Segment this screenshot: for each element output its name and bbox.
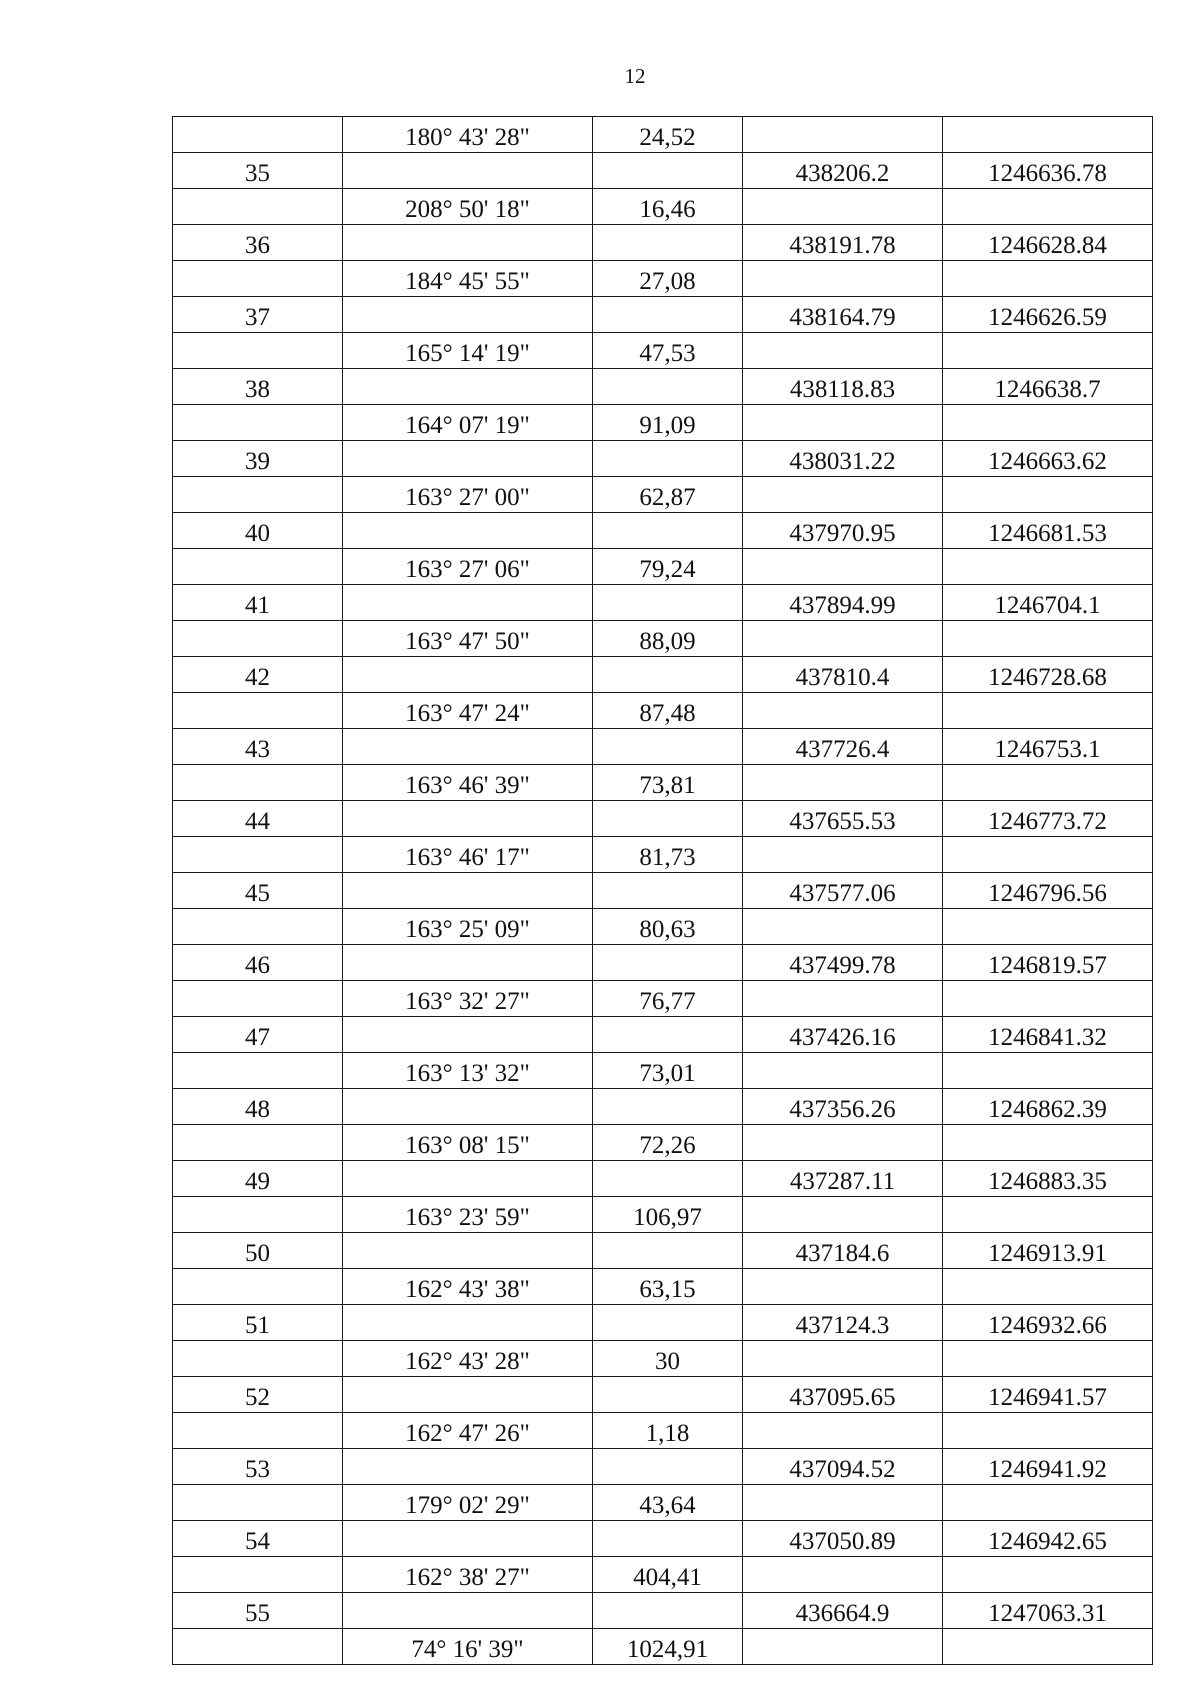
direction-angle-cell (343, 801, 593, 837)
distance-cell: 404,41 (593, 1557, 743, 1593)
y-coordinate-cell (943, 1629, 1153, 1665)
direction-angle-cell: 162° 47' 26" (343, 1413, 593, 1449)
x-coordinate-cell: 438118.83 (743, 369, 943, 405)
distance-cell (593, 801, 743, 837)
x-coordinate-cell: 437499.78 (743, 945, 943, 981)
direction-angle-cell: 163° 46' 17" (343, 837, 593, 873)
direction-angle-cell (343, 1017, 593, 1053)
direction-angle-cell: 162° 38' 27" (343, 1557, 593, 1593)
coordinates-table-body (173, 117, 1153, 1665)
x-coordinate-cell: 436664.9 (743, 1593, 943, 1629)
direction-angle-cell: 208° 50' 18" (343, 189, 593, 225)
point-row (173, 225, 1153, 261)
y-coordinate-cell: 1246862.39 (943, 1089, 1153, 1125)
y-coordinate-cell (943, 1269, 1153, 1305)
distance-cell: 24,52 (593, 117, 743, 153)
point-row (173, 585, 1153, 621)
y-coordinate-cell (943, 1125, 1153, 1161)
y-coordinate-cell (943, 981, 1153, 1017)
y-coordinate-cell (943, 693, 1153, 729)
point-number-cell: 51 (173, 1305, 343, 1341)
direction-angle-cell: 163° 47' 50" (343, 621, 593, 657)
point-number-cell (173, 477, 343, 513)
point-number-cell: 37 (173, 297, 343, 333)
distance-cell: 72,26 (593, 1125, 743, 1161)
x-coordinate-cell: 437894.99 (743, 585, 943, 621)
direction-angle-cell (343, 1377, 593, 1413)
point-number-cell (173, 1413, 343, 1449)
direction-angle-cell (343, 873, 593, 909)
x-coordinate-cell: 438031.22 (743, 441, 943, 477)
y-coordinate-cell (943, 765, 1153, 801)
point-row (173, 1305, 1153, 1341)
direction-angle-cell: 184° 45' 55" (343, 261, 593, 297)
point-number-cell (173, 1557, 343, 1593)
x-coordinate-cell (743, 477, 943, 513)
y-coordinate-cell (943, 477, 1153, 513)
coordinates-table (172, 116, 1153, 1665)
direction-angle-cell: 179° 02' 29" (343, 1485, 593, 1521)
y-coordinate-cell: 1246941.92 (943, 1449, 1153, 1485)
x-coordinate-cell: 437095.65 (743, 1377, 943, 1413)
y-coordinate-cell (943, 1485, 1153, 1521)
segment-row (173, 1629, 1153, 1665)
x-coordinate-cell (743, 1197, 943, 1233)
distance-cell: 88,09 (593, 621, 743, 657)
point-number-cell (173, 981, 343, 1017)
point-number-cell (173, 261, 343, 297)
point-number-cell (173, 765, 343, 801)
distance-cell (593, 441, 743, 477)
y-coordinate-cell: 1246728.68 (943, 657, 1153, 693)
y-coordinate-cell: 1246753.1 (943, 729, 1153, 765)
x-coordinate-cell (743, 1485, 943, 1521)
segment-row (173, 693, 1153, 729)
direction-angle-cell (343, 513, 593, 549)
point-number-cell: 52 (173, 1377, 343, 1413)
point-number-cell (173, 1053, 343, 1089)
distance-cell (593, 1521, 743, 1557)
segment-row (173, 261, 1153, 297)
point-number-cell (173, 405, 343, 441)
y-coordinate-cell: 1246663.62 (943, 441, 1153, 477)
point-row (173, 801, 1153, 837)
y-coordinate-cell: 1246704.1 (943, 585, 1153, 621)
segment-row (173, 909, 1153, 945)
point-number-cell: 39 (173, 441, 343, 477)
distance-cell (593, 1017, 743, 1053)
segment-row (173, 117, 1153, 153)
y-coordinate-cell (943, 189, 1153, 225)
x-coordinate-cell (743, 693, 943, 729)
y-coordinate-cell: 1246796.56 (943, 873, 1153, 909)
x-coordinate-cell (743, 1557, 943, 1593)
point-number-cell: 42 (173, 657, 343, 693)
y-coordinate-cell (943, 837, 1153, 873)
point-number-cell (173, 621, 343, 657)
point-row (173, 441, 1153, 477)
direction-angle-cell: 74° 16' 39" (343, 1629, 593, 1665)
x-coordinate-cell: 438164.79 (743, 297, 943, 333)
point-number-cell: 45 (173, 873, 343, 909)
direction-angle-cell: 180° 43' 28" (343, 117, 593, 153)
point-number-cell: 53 (173, 1449, 343, 1485)
point-number-cell (173, 909, 343, 945)
y-coordinate-cell: 1246913.91 (943, 1233, 1153, 1269)
direction-angle-cell (343, 369, 593, 405)
point-row (173, 873, 1153, 909)
distance-cell (593, 1161, 743, 1197)
direction-angle-cell (343, 1089, 593, 1125)
distance-cell: 27,08 (593, 261, 743, 297)
distance-cell: 47,53 (593, 333, 743, 369)
distance-cell (593, 153, 743, 189)
direction-angle-cell: 163° 13' 32" (343, 1053, 593, 1089)
x-coordinate-cell: 437577.06 (743, 873, 943, 909)
point-number-cell: 49 (173, 1161, 343, 1197)
x-coordinate-cell (743, 117, 943, 153)
point-row (173, 1089, 1153, 1125)
distance-cell (593, 297, 743, 333)
direction-angle-cell (343, 1305, 593, 1341)
x-coordinate-cell (743, 1629, 943, 1665)
x-coordinate-cell (743, 909, 943, 945)
direction-angle-cell: 162° 43' 28" (343, 1341, 593, 1377)
point-number-cell (173, 117, 343, 153)
segment-row (173, 1485, 1153, 1521)
x-coordinate-cell: 437050.89 (743, 1521, 943, 1557)
x-coordinate-cell (743, 333, 943, 369)
y-coordinate-cell (943, 1413, 1153, 1449)
distance-cell: 43,64 (593, 1485, 743, 1521)
y-coordinate-cell: 1246638.7 (943, 369, 1153, 405)
distance-cell (593, 729, 743, 765)
distance-cell (593, 1233, 743, 1269)
y-coordinate-cell: 1247063.31 (943, 1593, 1153, 1629)
distance-cell (593, 1305, 743, 1341)
x-coordinate-cell (743, 261, 943, 297)
y-coordinate-cell (943, 405, 1153, 441)
distance-cell (593, 369, 743, 405)
point-number-cell (173, 1125, 343, 1161)
y-coordinate-cell (943, 1053, 1153, 1089)
x-coordinate-cell: 437287.11 (743, 1161, 943, 1197)
y-coordinate-cell: 1246626.59 (943, 297, 1153, 333)
point-row (173, 297, 1153, 333)
point-number-cell: 44 (173, 801, 343, 837)
direction-angle-cell: 163° 46' 39" (343, 765, 593, 801)
segment-row (173, 765, 1153, 801)
distance-cell (593, 513, 743, 549)
direction-angle-cell (343, 1593, 593, 1629)
point-number-cell (173, 333, 343, 369)
x-coordinate-cell (743, 981, 943, 1017)
x-coordinate-cell: 437426.16 (743, 1017, 943, 1053)
point-number-cell (173, 1341, 343, 1377)
segment-row (173, 1413, 1153, 1449)
y-coordinate-cell (943, 909, 1153, 945)
point-number-cell (173, 189, 343, 225)
point-number-cell (173, 549, 343, 585)
segment-row (173, 477, 1153, 513)
distance-cell: 62,87 (593, 477, 743, 513)
x-coordinate-cell (743, 621, 943, 657)
point-row (173, 513, 1153, 549)
distance-cell (593, 1593, 743, 1629)
distance-cell: 1024,91 (593, 1629, 743, 1665)
point-row (173, 1017, 1153, 1053)
direction-angle-cell: 163° 27' 06" (343, 549, 593, 585)
segment-row (173, 1197, 1153, 1233)
segment-row (173, 1269, 1153, 1305)
x-coordinate-cell: 437184.6 (743, 1233, 943, 1269)
direction-angle-cell: 163° 32' 27" (343, 981, 593, 1017)
segment-row (173, 1125, 1153, 1161)
x-coordinate-cell: 437356.26 (743, 1089, 943, 1125)
y-coordinate-cell: 1246841.32 (943, 1017, 1153, 1053)
point-number-cell (173, 1629, 343, 1665)
point-number-cell (173, 693, 343, 729)
point-number-cell: 41 (173, 585, 343, 621)
direction-angle-cell: 163° 08' 15" (343, 1125, 593, 1161)
segment-row (173, 837, 1153, 873)
point-row (173, 1161, 1153, 1197)
x-coordinate-cell (743, 765, 943, 801)
direction-angle-cell: 163° 47' 24" (343, 693, 593, 729)
point-number-cell: 43 (173, 729, 343, 765)
y-coordinate-cell: 1246883.35 (943, 1161, 1153, 1197)
x-coordinate-cell (743, 1269, 943, 1305)
distance-cell: 73,01 (593, 1053, 743, 1089)
distance-cell: 76,77 (593, 981, 743, 1017)
direction-angle-cell (343, 1449, 593, 1485)
direction-angle-cell: 164° 07' 19" (343, 405, 593, 441)
distance-cell (593, 225, 743, 261)
point-number-cell: 40 (173, 513, 343, 549)
segment-row (173, 333, 1153, 369)
point-row (173, 1593, 1153, 1629)
distance-cell (593, 945, 743, 981)
point-row (173, 1521, 1153, 1557)
distance-cell (593, 585, 743, 621)
direction-angle-cell (343, 945, 593, 981)
direction-angle-cell: 163° 23' 59" (343, 1197, 593, 1233)
segment-row (173, 621, 1153, 657)
point-number-cell: 54 (173, 1521, 343, 1557)
point-number-cell (173, 1485, 343, 1521)
y-coordinate-cell: 1246628.84 (943, 225, 1153, 261)
point-number-cell: 38 (173, 369, 343, 405)
x-coordinate-cell (743, 1341, 943, 1377)
point-number-cell: 55 (173, 1593, 343, 1629)
point-number-cell: 48 (173, 1089, 343, 1125)
x-coordinate-cell: 437655.53 (743, 801, 943, 837)
direction-angle-cell (343, 1161, 593, 1197)
point-row (173, 153, 1153, 189)
segment-row (173, 405, 1153, 441)
distance-cell (593, 657, 743, 693)
distance-cell: 79,24 (593, 549, 743, 585)
distance-cell: 63,15 (593, 1269, 743, 1305)
x-coordinate-cell (743, 405, 943, 441)
distance-cell (593, 1449, 743, 1485)
y-coordinate-cell: 1246941.57 (943, 1377, 1153, 1413)
y-coordinate-cell (943, 261, 1153, 297)
direction-angle-cell: 163° 25' 09" (343, 909, 593, 945)
y-coordinate-cell (943, 549, 1153, 585)
point-number-cell: 46 (173, 945, 343, 981)
point-row (173, 1449, 1153, 1485)
y-coordinate-cell: 1246681.53 (943, 513, 1153, 549)
y-coordinate-cell: 1246819.57 (943, 945, 1153, 981)
y-coordinate-cell (943, 333, 1153, 369)
y-coordinate-cell: 1246942.65 (943, 1521, 1153, 1557)
point-number-cell (173, 1269, 343, 1305)
direction-angle-cell (343, 153, 593, 189)
point-row (173, 729, 1153, 765)
segment-row (173, 189, 1153, 225)
y-coordinate-cell (943, 621, 1153, 657)
direction-angle-cell (343, 585, 593, 621)
x-coordinate-cell: 437124.3 (743, 1305, 943, 1341)
point-number-cell: 35 (173, 153, 343, 189)
distance-cell: 30 (593, 1341, 743, 1377)
point-number-cell (173, 1197, 343, 1233)
distance-cell (593, 1377, 743, 1413)
distance-cell: 91,09 (593, 405, 743, 441)
x-coordinate-cell (743, 549, 943, 585)
y-coordinate-cell: 1246773.72 (943, 801, 1153, 837)
distance-cell: 73,81 (593, 765, 743, 801)
distance-cell: 80,63 (593, 909, 743, 945)
x-coordinate-cell: 437810.4 (743, 657, 943, 693)
distance-cell: 106,97 (593, 1197, 743, 1233)
x-coordinate-cell (743, 1053, 943, 1089)
direction-angle-cell (343, 441, 593, 477)
distance-cell: 81,73 (593, 837, 743, 873)
direction-angle-cell (343, 729, 593, 765)
point-row (173, 1233, 1153, 1269)
segment-row (173, 1053, 1153, 1089)
x-coordinate-cell (743, 189, 943, 225)
y-coordinate-cell (943, 1341, 1153, 1377)
direction-angle-cell (343, 1521, 593, 1557)
direction-angle-cell: 162° 43' 38" (343, 1269, 593, 1305)
point-row (173, 369, 1153, 405)
point-number-cell (173, 837, 343, 873)
point-row (173, 1377, 1153, 1413)
distance-cell: 16,46 (593, 189, 743, 225)
direction-angle-cell (343, 657, 593, 693)
segment-row (173, 1557, 1153, 1593)
x-coordinate-cell (743, 1125, 943, 1161)
point-number-cell: 50 (173, 1233, 343, 1269)
x-coordinate-cell: 438191.78 (743, 225, 943, 261)
point-number-cell: 47 (173, 1017, 343, 1053)
direction-angle-cell (343, 297, 593, 333)
y-coordinate-cell: 1246932.66 (943, 1305, 1153, 1341)
segment-row (173, 549, 1153, 585)
page-number: 12 (624, 64, 646, 88)
distance-cell (593, 1089, 743, 1125)
segment-row (173, 1341, 1153, 1377)
x-coordinate-cell: 437970.95 (743, 513, 943, 549)
point-row (173, 945, 1153, 981)
segment-row (173, 981, 1153, 1017)
x-coordinate-cell (743, 837, 943, 873)
y-coordinate-cell: 1246636.78 (943, 153, 1153, 189)
direction-angle-cell (343, 225, 593, 261)
distance-cell: 1,18 (593, 1413, 743, 1449)
direction-angle-cell: 163° 27' 00" (343, 477, 593, 513)
x-coordinate-cell: 437726.4 (743, 729, 943, 765)
distance-cell: 87,48 (593, 693, 743, 729)
point-number-cell: 36 (173, 225, 343, 261)
direction-angle-cell (343, 1233, 593, 1269)
x-coordinate-cell: 437094.52 (743, 1449, 943, 1485)
y-coordinate-cell (943, 1557, 1153, 1593)
x-coordinate-cell: 438206.2 (743, 153, 943, 189)
direction-angle-cell: 165° 14' 19" (343, 333, 593, 369)
y-coordinate-cell (943, 117, 1153, 153)
y-coordinate-cell (943, 1197, 1153, 1233)
point-row (173, 657, 1153, 693)
x-coordinate-cell (743, 1413, 943, 1449)
distance-cell (593, 873, 743, 909)
